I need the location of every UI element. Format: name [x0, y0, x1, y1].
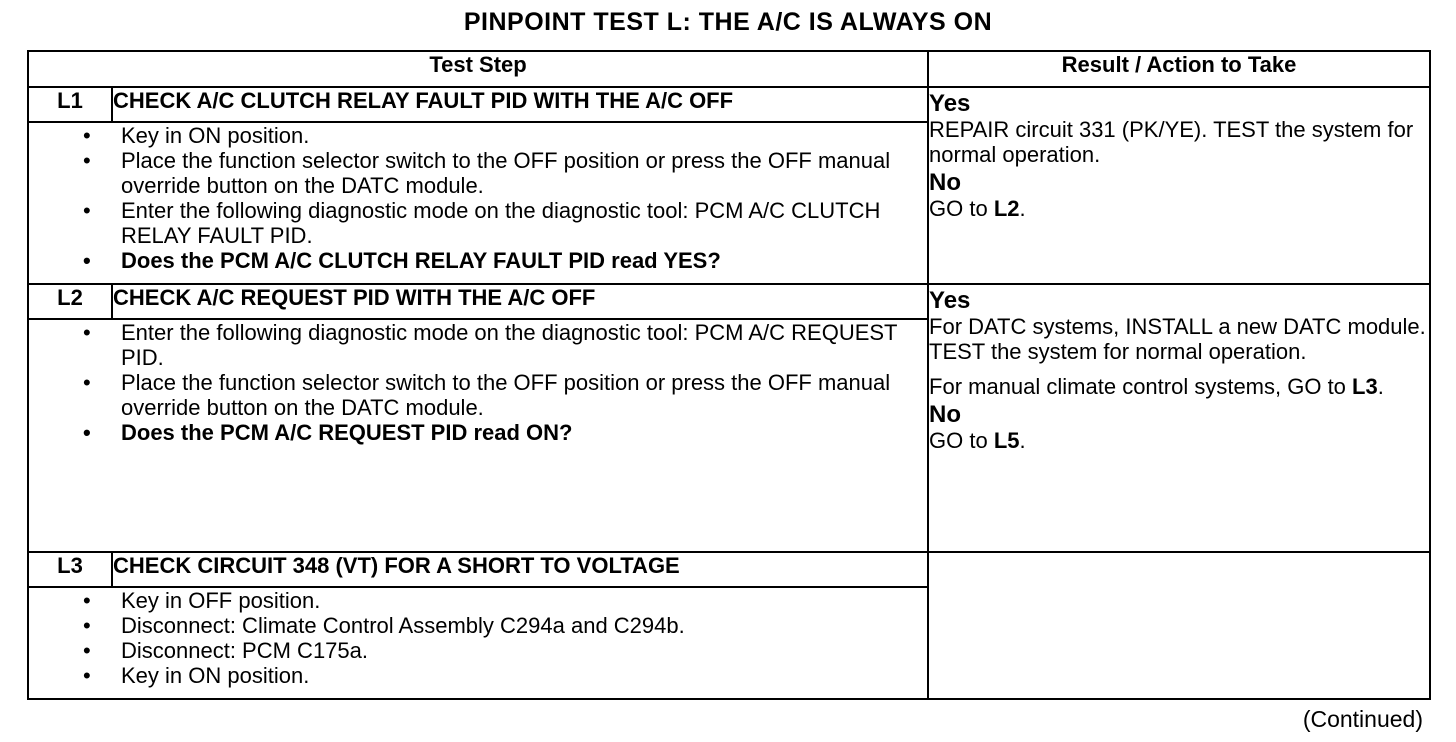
list-item: • Disconnect: Climate Control Assembly C294a and C294b.: [121, 613, 927, 638]
pinpoint-test-table: [27, 50, 1431, 700]
step-title: CHECK A/C CLUTCH RELAY FAULT PID WITH THE A/C OFF: [112, 87, 928, 122]
list-item: • Does the PCM A/C CLUTCH RELAY FAULT PID read YES?: [121, 248, 927, 273]
yes-action-manual: For manual climate control systems, GO to L3.: [929, 374, 1384, 399]
step-id: L1: [28, 87, 112, 122]
table-header-row: [28, 51, 1430, 87]
no-label: No: [929, 169, 962, 196]
yes-label: Yes: [929, 90, 971, 117]
step-title: CHECK A/C REQUEST PID WITH THE A/C OFF: [112, 284, 928, 319]
step-l1-title-row: [28, 87, 1430, 122]
step-l2-instructions: [28, 319, 928, 552]
step-l3-instructions: [28, 587, 928, 699]
step-l2-result: [928, 284, 1430, 552]
list-item: • Key in ON position.: [121, 123, 927, 148]
no-action: GO to L2.: [929, 196, 1026, 221]
no-label: No: [929, 401, 962, 428]
step-title: CHECK CIRCUIT 348 (VT) FOR A SHORT TO VOLTAGE: [112, 552, 928, 587]
yes-label: Yes: [929, 287, 971, 314]
page-title: PINPOINT TEST L: THE A/C IS ALWAYS ON: [463, 8, 993, 36]
list-item: • Place the function selector switch to the OFF position or press the OFF manual override button on the DATC module.: [121, 370, 927, 420]
yes-action: For DATC systems, INSTALL a new DATC module. TEST the system for normal operation.: [929, 314, 1426, 364]
step-l3-title-row: [28, 552, 1430, 587]
list-item: • Disconnect: PCM C175a.: [121, 638, 927, 663]
list-item: • Key in OFF position.: [121, 588, 927, 613]
step-l2-title-row: [28, 284, 1430, 319]
header-test-step: Test Step: [28, 51, 928, 87]
step-l1-result: [928, 87, 1430, 284]
step-id: L2: [28, 284, 112, 319]
yes-action: REPAIR circuit 331 (PK/YE). TEST the system for normal operation.: [929, 117, 1414, 167]
header-result: Result / Action to Take: [928, 51, 1430, 87]
list-item: • Does the PCM A/C REQUEST PID read ON?: [121, 420, 927, 445]
step-l3-result: [928, 552, 1430, 699]
step-id: L3: [28, 552, 112, 587]
list-item: • Place the function selector switch to the OFF position or press the OFF manual override button on the DATC module.: [121, 148, 927, 198]
list-item: • Enter the following diagnostic mode on the diagnostic tool: PCM A/C REQUEST PID.: [121, 320, 927, 370]
list-item: • Enter the following diagnostic mode on the diagnostic tool: PCM A/C CLUTCH RELAY FAULT PID.: [121, 198, 927, 248]
continued-label: (Continued): [1302, 706, 1423, 732]
list-item: • Key in ON position.: [121, 663, 927, 688]
step-l1-instructions: [28, 122, 928, 284]
no-action: GO to L5.: [929, 428, 1026, 453]
